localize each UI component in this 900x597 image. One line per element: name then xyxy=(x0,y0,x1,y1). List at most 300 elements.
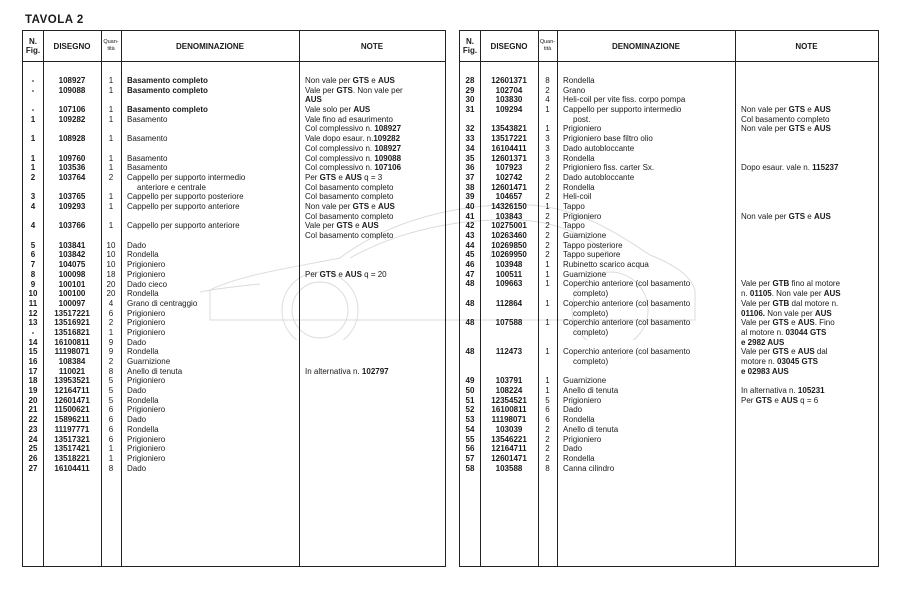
description-line: Prigioniero xyxy=(127,308,166,318)
quantity: 2 xyxy=(545,453,550,463)
fig-number: 24 xyxy=(28,434,38,444)
table-row xyxy=(460,124,878,134)
table-row xyxy=(460,212,878,222)
note xyxy=(305,86,445,105)
part-number: 108224 xyxy=(495,386,523,396)
note xyxy=(305,202,445,221)
description-line: Grano di centraggio xyxy=(127,298,198,308)
fig-number: 23 xyxy=(28,424,38,434)
quantity: 1 xyxy=(545,318,550,328)
note xyxy=(305,192,445,202)
part-number: 107923 xyxy=(495,163,523,173)
quantity: 10 xyxy=(106,240,116,250)
description xyxy=(127,415,299,425)
note xyxy=(305,270,445,280)
part-number: 12601471 xyxy=(54,395,90,405)
quantity: 2 xyxy=(108,357,114,367)
fig-number: 52 xyxy=(465,405,475,415)
part-number: 112864 xyxy=(495,298,523,308)
description xyxy=(127,309,299,319)
quantity: 4 xyxy=(108,298,114,308)
table-row xyxy=(23,250,445,260)
header-denominazione: DENOMINAZIONE xyxy=(612,41,680,51)
fig-number: 43 xyxy=(465,231,475,241)
note-line: Vale per GTS e AUS. Fino xyxy=(741,318,835,328)
table-row xyxy=(23,299,445,309)
note xyxy=(741,299,878,318)
fig-number: 25 xyxy=(28,444,38,454)
description xyxy=(563,231,735,241)
quantity: 2 xyxy=(545,424,550,434)
description-line: Dado xyxy=(127,337,147,347)
note xyxy=(305,105,445,115)
part-number: 11500621 xyxy=(54,405,90,415)
description xyxy=(127,338,299,348)
part-number: 103948 xyxy=(495,260,523,270)
fig-number: 14 xyxy=(28,337,38,347)
table-row xyxy=(460,86,878,96)
part-number: 11198071 xyxy=(54,347,90,357)
fig-number: 51 xyxy=(465,395,475,405)
description xyxy=(127,192,299,202)
part-number: 13546221 xyxy=(491,434,527,444)
description-line: Basamento xyxy=(127,153,168,163)
quantity: 1 xyxy=(108,105,114,115)
table-row xyxy=(23,76,445,86)
fig-number: 34 xyxy=(465,143,475,153)
description-line: Prigioniero xyxy=(127,376,166,386)
description-line: Cappello per supporto intermedio xyxy=(127,172,246,182)
quantity: 1 xyxy=(108,453,114,463)
quantity: 8 xyxy=(108,366,114,376)
description-line: Dado autobloccante xyxy=(563,143,635,153)
table-row xyxy=(23,86,445,105)
fig-number: - xyxy=(31,85,35,95)
description-line: Rondella xyxy=(127,347,159,357)
note xyxy=(305,134,445,153)
quantity: 2 xyxy=(545,434,550,444)
note-line: In alternativa n. 102797 xyxy=(305,366,389,376)
quantity: 1 xyxy=(108,76,114,85)
part-number: 10269950 xyxy=(491,250,527,260)
description xyxy=(563,183,735,193)
description xyxy=(127,464,299,474)
note-line: motore n. 03045 GTS xyxy=(741,357,818,367)
table-row xyxy=(460,163,878,173)
quantity: 2 xyxy=(545,211,550,221)
quantity: 1 xyxy=(108,221,114,231)
part-number: 12601371 xyxy=(491,153,527,163)
part-number: 12601471 xyxy=(491,453,527,463)
description-line: Grano xyxy=(563,85,586,95)
description xyxy=(127,134,299,144)
part-number: 103841 xyxy=(58,240,86,250)
description-line: Basamento xyxy=(127,134,168,144)
note-line: Dopo esaur. vale n. 115237 xyxy=(741,163,839,173)
description-line: Coperchio anteriore (col basamento xyxy=(563,298,691,308)
description xyxy=(127,163,299,173)
table-row xyxy=(460,154,878,164)
description-line: Anello di tenuta xyxy=(127,366,183,376)
part-number: 103765 xyxy=(58,192,86,202)
quantity: 5 xyxy=(108,395,114,405)
fig-number: 44 xyxy=(465,240,475,250)
quantity: 3 xyxy=(545,143,550,153)
note xyxy=(305,76,445,86)
table-row xyxy=(460,241,878,251)
fig-number: 39 xyxy=(465,192,475,202)
note-line: Non vale per GTS e AUS xyxy=(741,124,831,134)
header-fig: N. Fig. xyxy=(25,37,41,55)
description xyxy=(563,405,735,415)
quantity: 5 xyxy=(108,376,114,386)
note-line: Col complessivo n. 108927 xyxy=(305,124,402,134)
table-row xyxy=(23,260,445,270)
fig-number: 17 xyxy=(28,366,38,376)
quantity: 6 xyxy=(108,434,114,444)
table-row xyxy=(23,405,445,415)
table-row xyxy=(23,270,445,280)
note-line: Vale fino ad esaurimento xyxy=(305,114,393,124)
description xyxy=(127,115,299,125)
fig-number: 31 xyxy=(465,105,475,115)
part-number: 12164711 xyxy=(54,386,90,396)
fig-number: 11 xyxy=(28,298,38,308)
description xyxy=(563,396,735,406)
part-number: 103536 xyxy=(58,163,86,173)
quantity: 1 xyxy=(545,124,550,134)
quantity: 6 xyxy=(108,415,114,425)
note-line: Col complessivo n. 108927 xyxy=(305,143,402,153)
quantity: 20 xyxy=(106,289,116,299)
fig-number: 2 xyxy=(30,172,36,182)
fig-number: 5 xyxy=(30,240,36,250)
description-line: Cappello per supporto anteriore xyxy=(127,221,240,231)
description-line: Canna cilindro xyxy=(563,463,615,473)
table-row xyxy=(460,299,878,318)
fig-number: 18 xyxy=(28,376,38,386)
description xyxy=(563,221,735,231)
part-number: 13516821 xyxy=(54,327,90,337)
part-number: 100511 xyxy=(495,269,523,279)
description-line: Cappello per supporto posteriore xyxy=(127,192,244,202)
header-note: NOTE xyxy=(360,41,384,51)
table-row xyxy=(460,347,878,376)
description-line: anteriore e centrale xyxy=(137,182,206,192)
description-line: completo) xyxy=(573,357,609,367)
description-line: Cappello per supporto anteriore xyxy=(127,202,240,211)
description-line: Dado xyxy=(563,444,583,454)
quantity: 2 xyxy=(545,192,550,202)
description-line: Cappello per supporto intermedio xyxy=(563,105,682,115)
description-line: Guarnizione xyxy=(563,376,607,386)
quantity: 1 xyxy=(108,153,114,163)
note xyxy=(741,212,878,222)
quantity: 2 xyxy=(545,250,550,260)
part-number: 16100811 xyxy=(491,405,527,415)
quantity: 10 xyxy=(106,260,116,270)
note-line: e 2982 AUS xyxy=(741,337,785,347)
part-number: 16104411 xyxy=(54,463,90,473)
fig-number: 1 xyxy=(30,114,36,124)
fig-number: 4 xyxy=(30,202,36,211)
description-line: Dado xyxy=(127,463,147,473)
table-row xyxy=(23,425,445,435)
description-line: Rondella xyxy=(127,250,159,260)
description-line: Dado xyxy=(127,240,147,250)
description xyxy=(127,221,299,231)
quantity: 6 xyxy=(108,308,114,318)
part-number: 103843 xyxy=(495,211,523,221)
table-row xyxy=(460,454,878,464)
description xyxy=(563,192,735,202)
description-line: Dado xyxy=(563,405,583,415)
part-number: 104657 xyxy=(495,192,523,202)
description xyxy=(127,105,299,115)
table-row xyxy=(23,173,445,192)
note-line: Per GTS e AUS q = 20 xyxy=(305,269,387,279)
table-row xyxy=(23,396,445,406)
fig-number: 10 xyxy=(28,289,38,299)
fig-number: 35 xyxy=(465,153,475,163)
part-number: 102742 xyxy=(495,172,523,182)
note-line: AUS xyxy=(305,95,322,105)
description-line: Prigioniero xyxy=(127,260,166,270)
fig-number: 21 xyxy=(28,405,38,415)
description xyxy=(563,279,735,298)
part-number: 12601371 xyxy=(491,76,527,85)
note-line: Col basamento completo xyxy=(741,114,830,124)
part-number: 16100811 xyxy=(54,337,90,347)
table-row xyxy=(23,338,445,348)
quantity: 6 xyxy=(108,424,114,434)
description-line: Rondella xyxy=(127,424,159,434)
part-number: 100100 xyxy=(58,289,86,299)
description xyxy=(127,396,299,406)
table-row xyxy=(460,415,878,425)
fig-number: 48 xyxy=(465,298,475,308)
fig-number: 30 xyxy=(465,95,475,105)
description-line: Prigioniero xyxy=(563,395,602,405)
table-row xyxy=(460,183,878,193)
description xyxy=(127,386,299,396)
fig-number: 42 xyxy=(465,221,475,231)
quantity: 2 xyxy=(108,318,114,328)
part-number: 11198071 xyxy=(491,415,527,425)
part-number: 12354521 xyxy=(491,395,527,405)
part-number: 100101 xyxy=(58,279,86,289)
part-number: 103791 xyxy=(495,376,523,386)
note xyxy=(305,163,445,173)
description xyxy=(563,202,735,212)
quantity: 2 xyxy=(545,444,550,454)
description xyxy=(563,86,735,96)
header-note: NOTE xyxy=(795,41,818,51)
description-line: Coperchio anteriore (col basamento xyxy=(563,318,691,328)
description xyxy=(127,405,299,415)
table-row xyxy=(460,95,878,105)
note-line: Col basamento completo xyxy=(305,231,394,241)
description-line: Rondella xyxy=(563,76,595,85)
description xyxy=(563,144,735,154)
fig-number: 1 xyxy=(30,163,36,173)
quantity: 5 xyxy=(545,395,550,405)
fig-number: - xyxy=(31,105,35,115)
table-row xyxy=(460,76,878,86)
fig-number: 50 xyxy=(465,386,475,396)
table-row xyxy=(23,289,445,299)
fig-number: 36 xyxy=(465,163,475,173)
table-row xyxy=(460,221,878,231)
description-line: Guarnizione xyxy=(127,357,171,367)
quantity: 1 xyxy=(545,105,550,115)
description-line: Coperchio anteriore (col basamento xyxy=(563,279,691,289)
quantity: 1 xyxy=(545,376,550,386)
table-row xyxy=(460,396,878,406)
description xyxy=(563,386,735,396)
description-line: Dado xyxy=(127,386,147,396)
table-row xyxy=(460,250,878,260)
part-number: 103039 xyxy=(495,424,523,434)
table-row xyxy=(460,435,878,445)
description xyxy=(563,173,735,183)
quantity: 4 xyxy=(545,95,550,105)
fig-number: 40 xyxy=(465,201,475,211)
quantity: 6 xyxy=(545,415,550,425)
description-line: Prigioniero xyxy=(127,444,166,454)
fig-number: 7 xyxy=(30,260,36,270)
fig-number: 56 xyxy=(465,444,475,454)
part-number: 103764 xyxy=(58,172,86,182)
fig-number: 9 xyxy=(30,279,36,289)
table-row xyxy=(460,270,878,280)
note-line: 01106. Non vale per AUS xyxy=(741,308,832,318)
description-line: Tappo posteriore xyxy=(563,240,623,250)
description-line: Tappo xyxy=(563,201,585,211)
quantity: 1 xyxy=(108,134,114,144)
quantity: 8 xyxy=(545,463,550,473)
part-number: 15896211 xyxy=(54,415,90,425)
description-line: Dado xyxy=(127,415,147,425)
description-line: completo) xyxy=(573,327,609,337)
fig-number: 48 xyxy=(465,347,475,357)
note xyxy=(741,318,878,347)
description-line: Heli-coil xyxy=(563,192,592,202)
note-line: Vale per GTS e AUS dal xyxy=(741,347,828,357)
quantity: 3 xyxy=(545,153,550,163)
quantity: 1 xyxy=(545,347,550,357)
table-row xyxy=(460,444,878,454)
description xyxy=(563,415,735,425)
header-qty: Quan- tità xyxy=(539,39,556,52)
part-number: 110021 xyxy=(58,366,86,376)
description xyxy=(563,124,735,134)
quantity: 1 xyxy=(108,114,114,124)
quantity: 1 xyxy=(545,269,550,279)
description xyxy=(127,76,299,86)
description-line: Prigioniero fiss. carter Sx. xyxy=(563,163,655,173)
table-row xyxy=(23,280,445,290)
description xyxy=(127,347,299,357)
note-line: Non vale per GTS e AUS xyxy=(305,76,395,85)
part-number: 108928 xyxy=(58,134,86,144)
description-line: Prigioniero xyxy=(127,405,166,415)
header-qty: Quan- tità xyxy=(103,39,119,52)
fig-number: 27 xyxy=(28,463,38,473)
fig-number: 46 xyxy=(465,260,475,270)
part-number: 109293 xyxy=(58,202,86,211)
note-line: Vale dopo esaur. n.109282 xyxy=(305,134,401,144)
table-row xyxy=(23,309,445,319)
table-row xyxy=(23,241,445,251)
description xyxy=(127,454,299,464)
description-line: Prigioniero xyxy=(563,211,602,221)
quantity: 2 xyxy=(545,240,550,250)
description xyxy=(563,454,735,464)
fig-number: - xyxy=(31,327,35,337)
fig-number: 6 xyxy=(30,250,36,260)
description-line: Rondella xyxy=(127,289,159,299)
description-line: Rubinetto scarico acqua xyxy=(563,260,649,270)
quantity: 8 xyxy=(545,76,550,85)
fig-number: 41 xyxy=(465,211,475,221)
description xyxy=(127,270,299,280)
part-number: 14326150 xyxy=(491,201,527,211)
fig-number: 8 xyxy=(30,269,36,279)
part-number: 11197771 xyxy=(54,424,90,434)
part-number: 13543821 xyxy=(491,124,527,134)
fig-number: 32 xyxy=(465,124,475,134)
description xyxy=(563,376,735,386)
note-line: Non vale per GTS e AUS xyxy=(305,202,395,211)
note-line: Per GTS e AUS q = 3 xyxy=(305,172,383,182)
note xyxy=(305,173,445,192)
part-number: 13517421 xyxy=(54,444,90,454)
description xyxy=(127,425,299,435)
fig-number: 12 xyxy=(28,308,38,318)
note xyxy=(305,367,445,377)
fig-number: 1 xyxy=(30,153,36,163)
table-row xyxy=(460,202,878,212)
note xyxy=(741,124,878,134)
table-row xyxy=(23,386,445,396)
note-line: Per GTS e AUS q = 6 xyxy=(741,395,819,405)
description xyxy=(563,260,735,270)
part-number: 109088 xyxy=(58,85,86,95)
part-number: 107106 xyxy=(58,105,86,115)
note-line: Non vale per GTS e AUS xyxy=(741,105,831,115)
page-title: TAVOLA 2 xyxy=(25,14,84,26)
quantity: 10 xyxy=(106,250,116,260)
description-line: Basamento completo xyxy=(127,85,208,95)
table-body xyxy=(23,76,445,473)
fig-number: 29 xyxy=(465,85,475,95)
description xyxy=(563,76,735,86)
table-row xyxy=(23,318,445,328)
fig-number: 1 xyxy=(30,134,36,144)
description xyxy=(563,134,735,144)
note-line: Vale per GTB fino al motore xyxy=(741,279,841,289)
note-line: Non vale per GTS e AUS xyxy=(741,211,831,221)
note-line: Col complessivo n. 107106 xyxy=(305,163,402,173)
description xyxy=(127,260,299,270)
description xyxy=(563,444,735,454)
fig-number: 33 xyxy=(465,134,475,144)
part-number: 10263460 xyxy=(491,231,527,241)
note-line: e 02983 AUS xyxy=(741,366,789,376)
note-line: n. 01105. Non vale per AUS xyxy=(741,289,841,299)
table-row xyxy=(460,376,878,386)
